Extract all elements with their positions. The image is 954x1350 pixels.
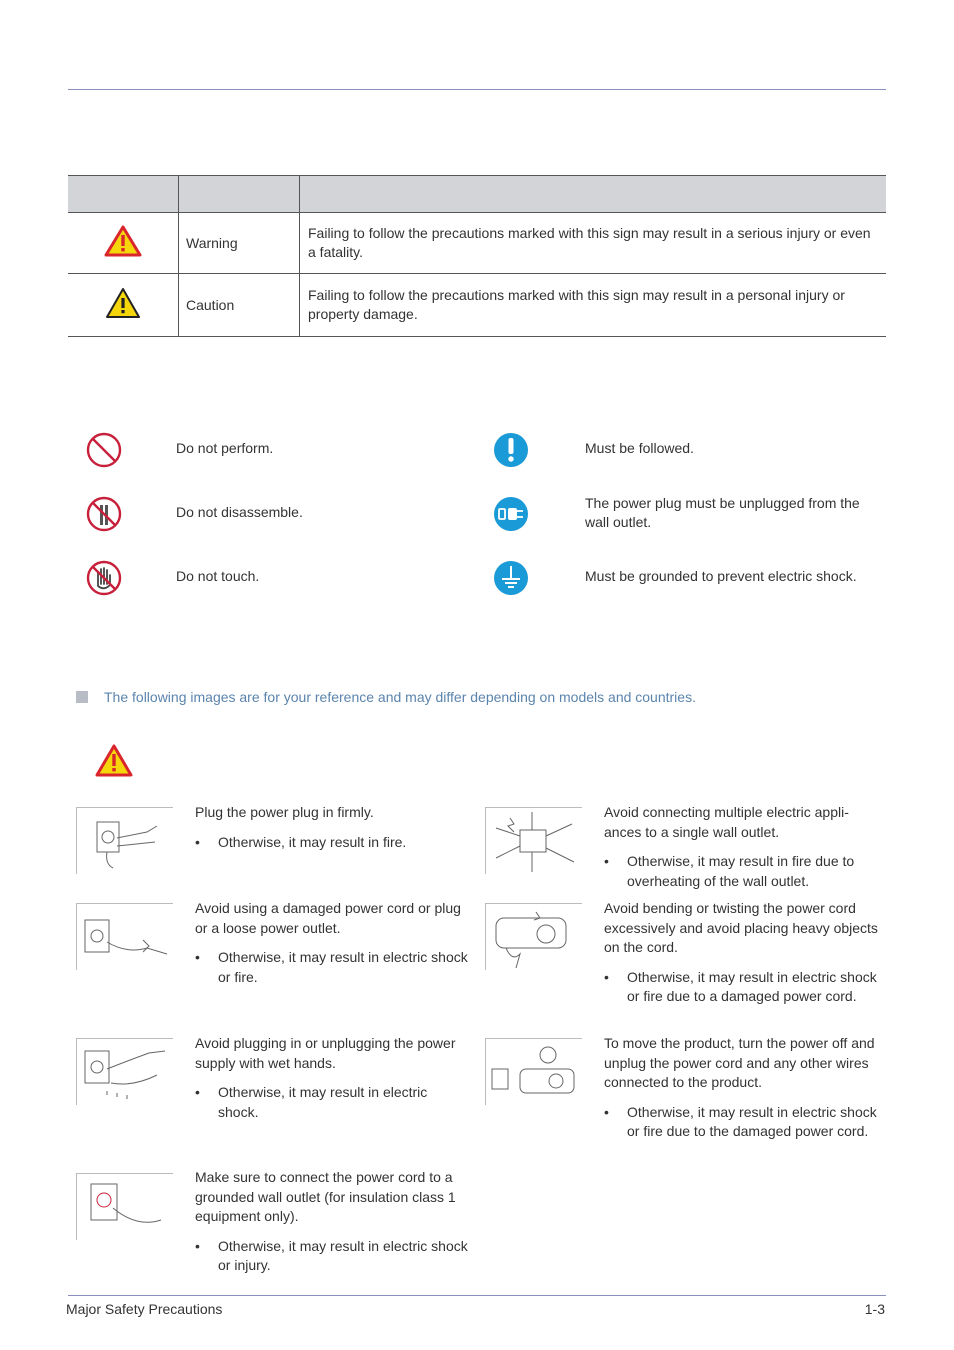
unplug-icon: [493, 496, 529, 532]
precaution-consequence: • Otherwise, it may result in electric shock or injury.: [195, 1237, 470, 1276]
symbol-label: Do not touch.: [176, 568, 260, 584]
prohibited-icon: [86, 432, 122, 468]
sign-table: [68, 175, 886, 337]
precaution-consequence: • Otherwise, it may result in fire.: [195, 833, 470, 853]
precaution-text: Avoid using a damaged power cord or plug or a loose power outlet.: [195, 900, 461, 936]
illustration-bent-cord: [485, 903, 582, 970]
page-number: 1-3: [864, 1301, 885, 1317]
illustration-multiple-appliances: [485, 807, 582, 874]
warning-triangle-icon: [104, 225, 142, 257]
precaution-item: [195, 1034, 470, 1122]
sign-type: Warning: [179, 213, 300, 274]
ground-icon: [493, 560, 529, 596]
illustration-plug-firmly: [76, 807, 173, 874]
footer-rule: [68, 1295, 886, 1296]
illustration-grounded-outlet: [76, 1173, 173, 1240]
sign-description: Failing to follow the precautions marked with this sign may result in a personal injury or property damage.: [300, 274, 887, 337]
precaution-text: Make sure to connect the power cord to a grounded wall outlet (for insulation class 1 equipment only).: [195, 1169, 456, 1224]
precaution-consequence: • Otherwise, it may result in electric shock or fire.: [195, 948, 470, 987]
precaution-consequence: • Otherwise, it may result in electric shock or fire due to a damaged power cord.: [604, 968, 879, 1007]
precaution-text: Plug the power plug in firmly.: [195, 804, 374, 820]
warning-triangle-icon: [95, 744, 133, 777]
note-icon: [76, 691, 88, 703]
precaution-text: Avoid connecting multiple electric appli-ances to a single wall outlet.: [604, 804, 849, 840]
symbol-label: Must be followed.: [585, 440, 694, 456]
sign-description: Failing to follow the precautions marked with this sign may result in a serious injury or even a fatality.: [300, 213, 887, 274]
precaution-consequence: • Otherwise, it may result in fire due to overheating of the wall outlet.: [604, 852, 874, 891]
caution-triangle-icon: [105, 287, 141, 319]
symbol-label: Do not disassemble.: [176, 504, 303, 520]
precaution-text: To move the product, turn the power off and unplug the power cord and any other wires connected to the product.: [604, 1035, 875, 1090]
precaution-item: [604, 899, 879, 1007]
table-header-cell: [68, 176, 179, 213]
illustration-wet-hands: [76, 1038, 173, 1105]
precaution-consequence: • Otherwise, it may result in electric shock.: [195, 1083, 470, 1122]
precaution-text: Avoid plugging in or unplugging the power supply with wet hands.: [195, 1035, 456, 1071]
illustration-move-product: [485, 1038, 582, 1105]
table-header-cell: [179, 176, 300, 213]
precaution-text: Avoid bending or twisting the power cord excessively and avoid placing heavy objects on the cord.: [604, 900, 878, 955]
precaution-item: [195, 803, 470, 852]
sign-type: Caution: [179, 274, 300, 337]
top-rule: [68, 89, 886, 90]
no-touch-icon: [86, 560, 122, 596]
table-header-cell: [300, 176, 887, 213]
symbol-label: Must be grounded to prevent electric shock.: [585, 568, 857, 584]
symbol-label: The power plug must be unplugged from the wall outlet.: [585, 495, 860, 530]
precaution-item: [195, 899, 470, 987]
precaution-consequence: • Otherwise, it may result in electric shock or fire due to the damaged power cord.: [604, 1103, 879, 1142]
no-disassemble-icon: [86, 496, 122, 532]
table-row: [68, 274, 886, 337]
illustration-damaged-cord: [76, 903, 173, 970]
note-text: The following images are for your reference and may differ depending on models and countries.: [104, 689, 696, 705]
symbol-label: Do not perform.: [176, 440, 274, 456]
footer-section-title: Major Safety Precautions: [66, 1301, 223, 1317]
precaution-item: [195, 1168, 470, 1276]
reference-note: [76, 689, 696, 705]
must-follow-icon: [493, 432, 529, 468]
precaution-item: [604, 1034, 879, 1142]
table-header-row: [68, 176, 886, 213]
table-row: [68, 213, 886, 274]
precaution-item: [604, 803, 874, 891]
